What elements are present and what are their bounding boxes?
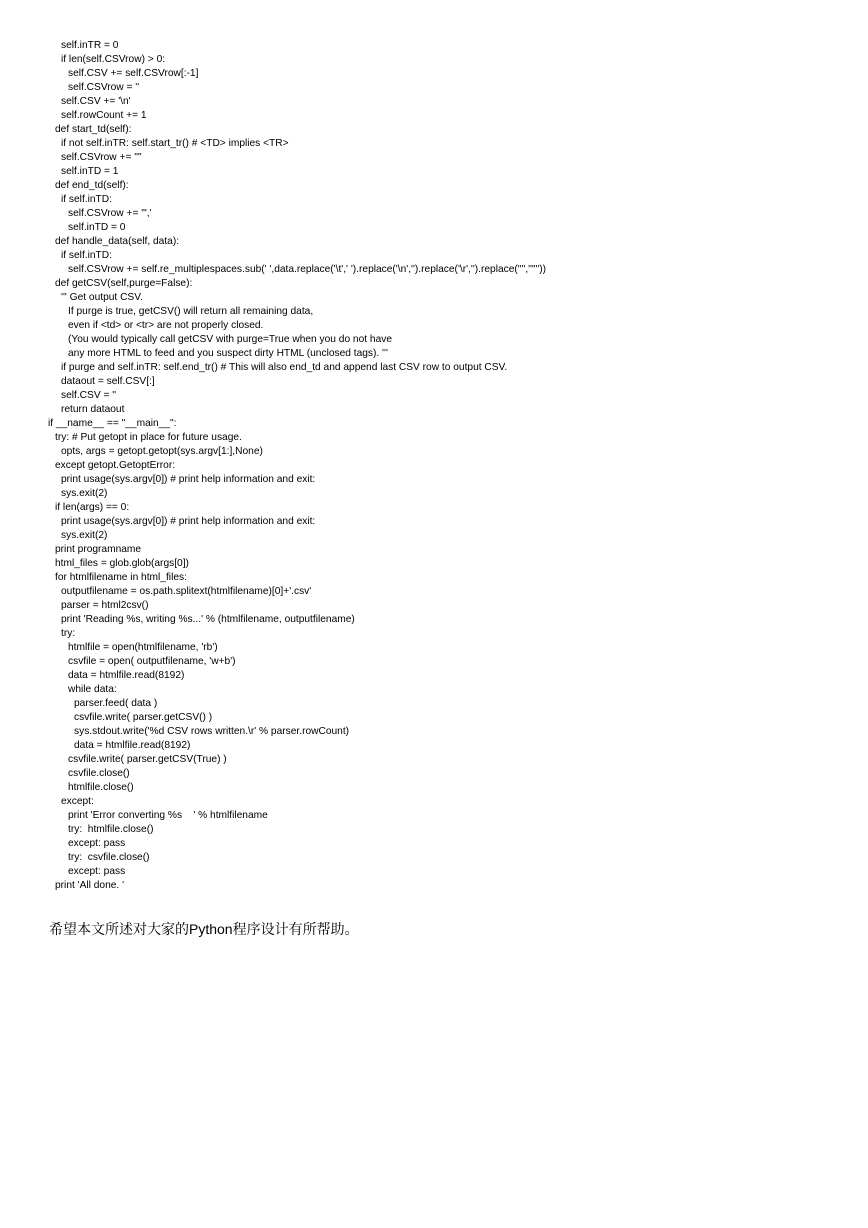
code-line: if self.inTD: <box>61 250 112 261</box>
code-line: If purge is true, getCSV() will return all remaining data, <box>68 306 314 317</box>
code-line: even if <td> or <tr> are not properly closed. <box>68 320 264 331</box>
code-line: parser.feed( data ) <box>74 698 158 709</box>
code-line: csvfile = open( outputfilename, 'w+b') <box>68 656 236 667</box>
code-line: csvfile.write( parser.getCSV() ) <box>74 712 213 723</box>
code-line: self.CSV += self.CSVrow[:-1] <box>68 68 199 79</box>
code-line: self.rowCount += 1 <box>61 110 147 121</box>
code-line: self.CSV = '' <box>61 390 117 401</box>
code-line: htmlfile.close() <box>68 782 134 793</box>
code-line: htmlfile = open(htmlfilename, 'rb') <box>68 642 218 653</box>
code-line: def end_td(self): <box>55 180 129 191</box>
code-line: sys.exit(2) <box>61 530 108 541</box>
code-line: self.CSVrow += self.re_multiplespaces.sub(' ',data.replace('\t',' ').replace('\n','').replace('\r','').replace('"','""')) <box>68 264 547 275</box>
code-line: print 'Reading %s, writing %s...' % (htmlfilename, outputfilename) <box>61 614 355 625</box>
code-line: print usage(sys.argv[0]) # print help information and exit: <box>61 516 316 527</box>
code-line: except: pass <box>68 866 126 877</box>
code-line: opts, args = getopt.getopt(sys.argv[1:],None) <box>61 446 263 457</box>
code-line: csvfile.write( parser.getCSV(True) ) <box>68 754 227 765</box>
code-line: parser = html2csv() <box>61 600 149 611</box>
code-line: self.CSV += '\n' <box>61 96 131 107</box>
code-line: if len(args) == 0: <box>55 502 130 513</box>
code-line: def getCSV(self,purge=False): <box>55 278 193 289</box>
code-line: self.CSVrow += '",' <box>68 208 152 219</box>
code-line: self.CSVrow = '' <box>68 82 140 93</box>
code-line: try: <box>61 628 76 639</box>
code-line: print 'All done. ' <box>55 880 125 891</box>
code-line: try: csvfile.close() <box>68 852 150 863</box>
code-line: csvfile.close() <box>68 768 130 779</box>
code-line: self.inTD = 0 <box>68 222 126 233</box>
code-line: data = htmlfile.read(8192) <box>68 670 185 681</box>
code-line: dataout = self.CSV[:] <box>61 376 155 387</box>
closing-paragraph: 希望本文所述对大家的Python程序设计有所帮助。 <box>49 921 359 937</box>
code-line: except getopt.GetoptError: <box>55 460 176 471</box>
code-line: if __name__ == "__main__": <box>48 418 177 429</box>
code-line: print 'Error converting %s ' % htmlfilename <box>68 810 268 821</box>
code-line: return dataout <box>61 404 125 415</box>
code-line: self.inTR = 0 <box>61 40 119 51</box>
code-line: if len(self.CSVrow) > 0: <box>61 54 166 65</box>
code-line: if self.inTD: <box>61 194 112 205</box>
code-listing <box>0 39 868 893</box>
code-line: try: # Put getopt in place for future usage. <box>55 432 242 443</box>
code-line: print programname <box>55 544 142 555</box>
code-line: def handle_data(self, data): <box>55 236 180 247</box>
code-line: outputfilename = os.path.splitext(htmlfilename)[0]+'.csv' <box>61 586 312 597</box>
code-line: data = htmlfile.read(8192) <box>74 740 191 751</box>
code-line: ''' Get output CSV. <box>61 292 143 303</box>
code-line: self.CSVrow += '"' <box>61 152 142 163</box>
code-line: if not self.inTR: self.start_tr() # <TD> implies <TR> <box>61 138 289 149</box>
code-line: try: htmlfile.close() <box>68 824 154 835</box>
code-line: for htmlfilename in html_files: <box>55 572 187 583</box>
code-line: except: <box>61 796 94 807</box>
code-line: if purge and self.inTR: self.end_tr() # This will also end_td and append last CSV row to output CSV. <box>61 362 508 373</box>
code-line: any more HTML to feed and you suspect dirty HTML (unclosed tags). ''' <box>68 348 388 359</box>
code-line: sys.exit(2) <box>61 488 108 499</box>
code-line: print usage(sys.argv[0]) # print help information and exit: <box>61 474 316 485</box>
code-line: sys.stdout.write('%d CSV rows written.\r' % parser.rowCount) <box>74 726 350 737</box>
code-line: except: pass <box>68 838 126 849</box>
code-line: (You would typically call getCSV with purge=True when you do not have <box>68 334 393 345</box>
code-line: html_files = glob.glob(args[0]) <box>55 558 189 569</box>
code-line: def start_td(self): <box>55 124 132 135</box>
code-line: self.inTD = 1 <box>61 166 119 177</box>
code-line: while data: <box>68 684 117 695</box>
